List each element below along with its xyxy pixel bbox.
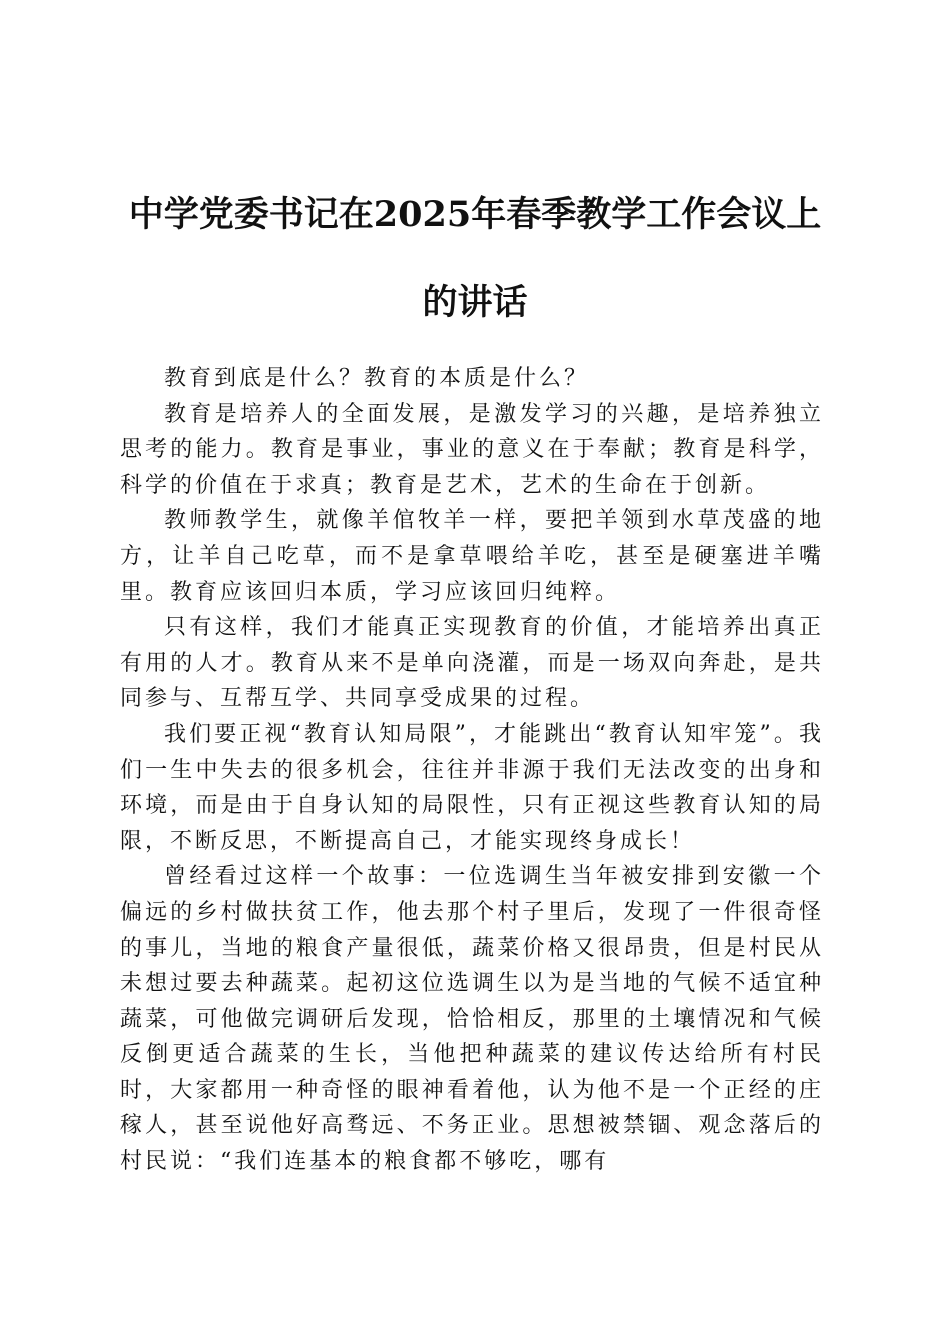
paragraph: 教师教学生，就像羊倌牧羊一样，要把羊领到水草茂盛的地方，让羊自己吃草，而不是拿草喂给羊吃，甚至是硬塞进羊嘴里。教育应该回归本质，学习应该回归纯粹。 [120,508,824,605]
document-body [120,361,824,1180]
paragraph: 只有这样，我们才能真正实现教育的价值，才能培养出真正有用的人才。教育从来不是单向浇灌，而是一场双向奔赴，是共同参与、互帮互学、共同享受成果的过程。 [120,615,824,712]
paragraph: 教育到底是什么？教育的本质是什么？ [164,366,590,391]
document-title: 中学党委书记在2025年春季教学工作会议上的讲话 [128,194,822,323]
paragraph: 教育是培养人的全面发展，是激发学习的兴趣，是培养独立思考的能力。教育是事业，事业的意义在于奉献；教育是科学，科学的价值在于求真；教育是艺术，艺术的生命在于创新。 [120,401,824,498]
paragraph: 曾经看过这样一个故事：一位选调生当年被安排到安徽一个偏远的乡村做扶贫工作，他去那个村子里后，发现了一件很奇怪的事儿，当地的粮食产量很低，蔬菜价格又很昂贵，但是村民从未想过要去种蔬菜。起初这位选调生以为是当地的气候不适宜种蔬菜，可他做完调研后发现，恰恰相反，那里的土壤情况和气候反倒更适合蔬菜的生长，当他把种蔬菜的建议传达给所有村民时，大家都用一种奇怪的眼神看着他，认为他不是一个正经的庄稼人，甚至说他好高骛远、不务正业。思想被禁锢、观念落后的村民说：“我们连基本的粮食都不够吃，哪有 [120,864,824,1175]
paragraph: 我们要正视“教育认知局限”，才能跳出“教育认知牢笼”。我们一生中失去的很多机会，往往并非源于我们无法改变的出身和环境，而是由于自身认知的局限性，只有正视这些教育认知的局限，不断反思，不断提高自己，才能实现终身成长！ [120,721,824,854]
